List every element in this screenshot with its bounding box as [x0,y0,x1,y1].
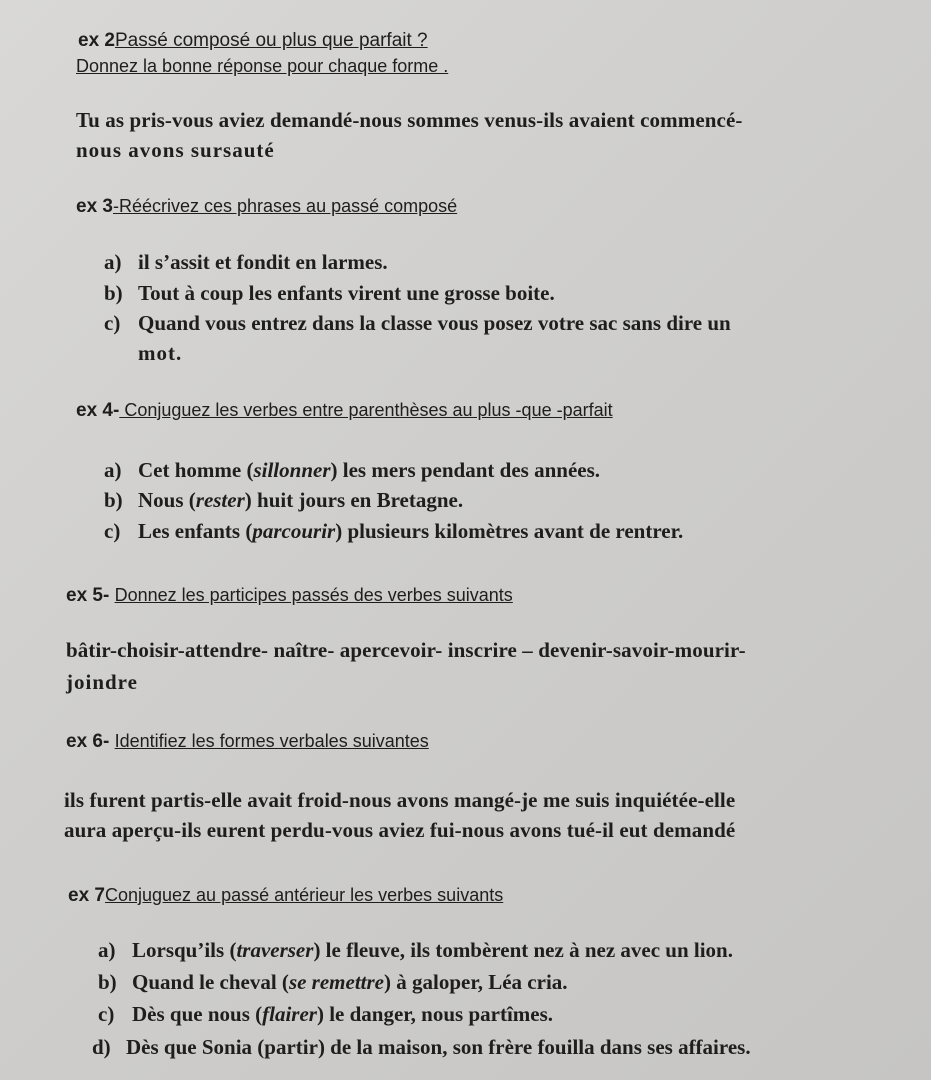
ex2-number: ex 2 [78,30,115,51]
ex3-item-b: b) Tout à coup les enfants virent une grosse boite. [104,281,555,305]
ex7-item-b: b) Quand le cheval (se remettre) à galoper, Léa cria. [98,970,568,994]
ex4-item-a: a) Cet homme (sillonner) les mers pendant des années. [104,458,601,482]
ex4-item-b: b) Nous (rester) huit jours en Bretagne. [104,488,464,512]
ex7-item-d: d) Dès que Sonia (partir) de la maison, son frère fouilla dans ses affaires. [92,1035,751,1059]
ex7-item-c: c) Dès que nous (flairer) le danger, nous partîmes. [98,1002,554,1026]
ex4-number: ex 4- [76,400,120,421]
ex4-item-c: c) Les enfants (parcourir) plusieurs kilomètres avant de rentrer. [104,519,684,543]
ex4-heading [76,400,613,422]
ex6-heading [66,731,429,753]
ex3-title: -Réécrivez ces phrases au passé composé [112,196,458,216]
ex2-heading [78,30,428,52]
ex7-number: ex 7 [68,885,105,906]
ex4-title: Conjuguez les verbes entre parenthèses au plus -que -parfait [119,400,613,420]
ex5-line1: bâtir-choisir-attendre- naître- apercevoir- inscrire – devenir-savoir-mourir- [66,638,746,662]
ex7-title: Conjuguez au passé antérieur les verbes suivants [104,885,504,905]
ex5-heading [66,585,513,607]
ex5-line2: joindre [66,670,138,694]
ex6-line2: aura aperçu-ils eurent perdu-vous aviez fui-nous avons tué-il eut demandé [64,818,736,842]
ex6-number: ex 6- [66,731,110,752]
ex7-item-a: a) Lorsqu’ils (traverser) le fleuve, ils tombèrent nez à nez avec un lion. [98,938,733,962]
ex6-title: Identifiez les formes verbales suivantes [114,731,429,751]
ex2-line2: nous avons sursauté [76,138,275,162]
ex2-line1: Tu as pris-vous aviez demandé-nous sommes venus-ils avaient commencé- [76,108,743,132]
ex3-item-c-cont: mot. [138,341,183,365]
ex3-heading [76,196,457,218]
ex2-title: Passé composé ou plus que parfait ? [114,30,428,51]
ex6-line1: ils furent partis-elle avait froid-nous avons mangé-je me suis inquiétée-elle [64,788,736,812]
ex3-item-a: a) il s’assit et fondit en larmes. [104,250,388,274]
ex3-item-c: c) Quand vous entrez dans la classe vous posez votre sac sans dire un [104,311,731,335]
ex2-instruction: Donnez la bonne réponse pour chaque forme . [76,56,449,76]
ex5-title: Donnez les participes passés des verbes suivants [114,585,513,605]
ex7-heading [68,885,503,907]
ex3-number: ex 3 [76,196,113,217]
ex5-number: ex 5- [66,585,110,606]
